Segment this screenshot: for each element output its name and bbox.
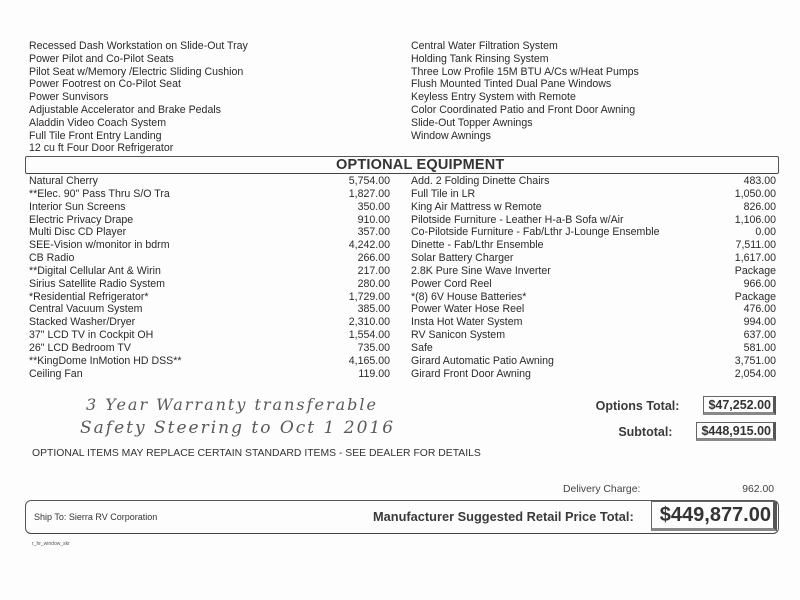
option-price: 4,242.00	[348, 239, 390, 252]
option-name: Insta Hot Water System	[411, 316, 523, 329]
option-row	[29, 316, 390, 329]
option-price: 385.00	[357, 303, 390, 316]
option-price: 637.00	[743, 329, 776, 342]
options-total-line	[596, 396, 776, 415]
msrp-box	[25, 500, 779, 534]
option-price: 7,511.00	[735, 239, 776, 252]
option-row	[411, 342, 776, 355]
option-price: 266.00	[357, 252, 390, 265]
option-name: 37" LCD TV in Cockpit OH	[29, 329, 154, 342]
option-row	[29, 368, 390, 381]
option-row	[29, 214, 390, 227]
standard-item: Three Low Profile 15M BTU A/Cs w/Heat Pumps	[411, 65, 639, 78]
option-name: Natural Cherry	[29, 175, 98, 187]
option-row	[411, 214, 776, 227]
option-price: 4,165.00	[348, 354, 390, 367]
option-price: 994.00	[743, 316, 776, 329]
option-name: RV Sanicon System	[411, 329, 506, 342]
option-price: 483.00	[743, 175, 776, 187]
option-price: 581.00	[743, 341, 776, 354]
option-name: **KingDome InMotion HD DSS**	[29, 354, 182, 367]
option-price: 119.00	[358, 367, 390, 380]
handwritten-note-warranty: 3 Year Warranty transferable	[86, 395, 379, 414]
disclaimer-text: OPTIONAL ITEMS MAY REPLACE CERTAIN STANDARD ITEMS - SEE DEALER FOR DETAILS	[32, 448, 481, 459]
standard-item: Power Footrest on Co-Pilot Seat	[29, 78, 181, 91]
option-name: 26" LCD Bedroom TV	[29, 341, 131, 354]
standard-item: Keyless Entry System with Remote	[411, 91, 576, 104]
option-name: CB Radio	[29, 252, 75, 265]
handwritten-note-steering: Safety Steering to Oct 1 2016	[80, 418, 396, 438]
option-row	[411, 175, 776, 188]
option-name: Girard Front Door Awning	[411, 367, 531, 380]
option-row	[411, 201, 776, 214]
options-total-label: Options Total:	[595, 398, 680, 413]
option-price: 350.00	[357, 200, 390, 213]
option-price: 1,617.00	[734, 252, 776, 265]
standard-item: Adjustable Accelerator and Brake Pedals	[29, 103, 221, 116]
option-name: Dinette - Fab/Lthr Ensemble	[411, 239, 544, 252]
option-row	[411, 316, 776, 329]
option-name: Power Water Hose Reel	[411, 303, 525, 316]
option-name: Power Cord Reel	[411, 277, 492, 290]
delivery-charge-label: Delivery Charge:	[563, 484, 641, 495]
option-name: *(8) 6V House Batteries*	[411, 290, 527, 303]
standard-item: Full Tile Front Entry Landing	[29, 129, 162, 142]
option-name: Electric Privacy Drape	[29, 213, 134, 226]
option-name: Co-Pilotside Furniture - Fab/Lthr J-Lounge Ensemble	[411, 226, 660, 239]
option-row	[411, 329, 776, 342]
msrp-total-value: $449,877.00	[651, 501, 777, 531]
option-row	[29, 226, 390, 239]
footer-code: r_hr_window_skr	[32, 541, 70, 547]
option-name: **Digital Cellular Ant & Wirin	[29, 264, 161, 277]
option-name: *Residential Refrigerator*	[29, 290, 149, 303]
option-price: 910.00	[357, 213, 390, 226]
standard-item: Slide-Out Topper Awnings	[411, 116, 533, 129]
option-name: Central Vacuum System	[29, 303, 143, 316]
standard-item: Holding Tank Rinsing System	[411, 52, 549, 65]
option-row	[29, 291, 390, 304]
standard-item: Window Awnings	[411, 129, 491, 142]
standard-item: 12 cu ft Four Door Refrigerator	[29, 142, 174, 155]
section-title: OPTIONAL EQUIPMENT	[336, 157, 505, 173]
optional-equipment-header	[25, 156, 779, 174]
option-row	[411, 303, 776, 316]
option-name: Interior Sun Screens	[29, 200, 126, 213]
standard-equipment-right	[411, 40, 639, 142]
standard-item: Recessed Dash Workstation on Slide-Out Tray	[29, 40, 248, 52]
option-row	[29, 175, 390, 188]
options-total-value: $47,252.00	[703, 396, 776, 415]
option-price: 735.00	[357, 341, 390, 354]
option-row	[411, 368, 776, 381]
option-price: Package	[734, 264, 776, 277]
option-row	[29, 265, 390, 278]
option-row	[29, 303, 390, 316]
option-price: 1,827.00	[348, 187, 390, 200]
standard-equipment-left	[29, 40, 248, 155]
option-price: 357.00	[357, 226, 390, 239]
option-name: 2.8K Pure Sine Wave Inverter	[411, 264, 551, 277]
option-row	[29, 252, 390, 265]
option-price: 1,050.00	[734, 187, 776, 200]
option-price: 0.00	[755, 226, 776, 239]
option-name: Add. 2 Folding Dinette Chairs	[411, 175, 550, 187]
option-price: 1,106.00	[734, 213, 776, 226]
subtotal-line	[618, 422, 776, 441]
option-row	[411, 355, 776, 368]
option-price: 2,054.00	[734, 367, 776, 380]
option-row	[411, 278, 776, 291]
option-price: 476.00	[743, 303, 776, 316]
option-name: King Air Mattress w Remote	[411, 200, 542, 213]
option-price: 280.00	[357, 277, 390, 290]
option-row	[29, 342, 390, 355]
option-name: Sirius Satellite Radio System	[29, 277, 166, 290]
option-row	[29, 355, 390, 368]
option-row	[411, 239, 776, 252]
standard-item: Aladdin Video Coach System	[29, 116, 167, 129]
option-row	[29, 201, 390, 214]
option-row	[411, 188, 776, 201]
option-price: Package	[734, 290, 776, 303]
option-row	[29, 188, 390, 201]
standard-item: Power Pilot and Co-Pilot Seats	[29, 52, 174, 65]
option-name: Stacked Washer/Dryer	[29, 316, 136, 329]
option-price: 5,754.00	[348, 175, 390, 187]
optional-equipment-left	[29, 175, 390, 381]
option-name: SEE-Vision w/monitor in bdrm	[29, 239, 170, 252]
option-name: **Elec. 90" Pass Thru S/O Tra	[29, 187, 170, 200]
option-name: Safe	[411, 341, 433, 354]
option-price: 2,310.00	[348, 316, 390, 329]
standard-item: Power Sunvisors	[29, 91, 109, 104]
option-price: 1,729.00	[348, 290, 390, 303]
option-price: 826.00	[743, 200, 776, 213]
option-row	[29, 329, 390, 342]
option-row	[411, 265, 776, 278]
standard-item: Pilot Seat w/Memory /Electric Sliding Cushion	[29, 65, 244, 78]
msrp-label: Manufacturer Suggested Retail Price Total:	[373, 509, 634, 524]
option-name: Multi Disc CD Player	[29, 226, 127, 239]
optional-equipment-right	[411, 175, 776, 381]
option-row	[411, 226, 776, 239]
option-price: 217.00	[357, 264, 390, 277]
standard-item: Color Coordinated Patio and Front Door Awning	[411, 103, 636, 116]
option-row	[411, 252, 776, 265]
ship-to: Ship To: Sierra RV Corporation	[34, 512, 158, 522]
option-name: Girard Automatic Patio Awning	[411, 354, 554, 367]
delivery-charge-value: 962.00	[742, 484, 774, 495]
option-price: 1,554.00	[348, 329, 390, 342]
option-name: Ceiling Fan	[29, 367, 83, 380]
subtotal-value: $448,915.00	[696, 422, 776, 441]
standard-item: Central Water Filtration System	[411, 40, 558, 52]
option-row	[411, 291, 776, 304]
option-name: Full Tile in LR	[411, 187, 476, 200]
option-row	[29, 239, 390, 252]
standard-item: Flush Mounted Tinted Dual Pane Windows	[411, 78, 612, 91]
option-row	[29, 278, 390, 291]
option-price: 966.00	[743, 277, 776, 290]
subtotal-label: Subtotal:	[618, 424, 673, 439]
option-name: Solar Battery Charger	[411, 252, 514, 265]
option-price: 3,751.00	[734, 354, 776, 367]
option-name: Pilotside Furniture - Leather H-a-B Sofa w/Air	[411, 213, 624, 226]
